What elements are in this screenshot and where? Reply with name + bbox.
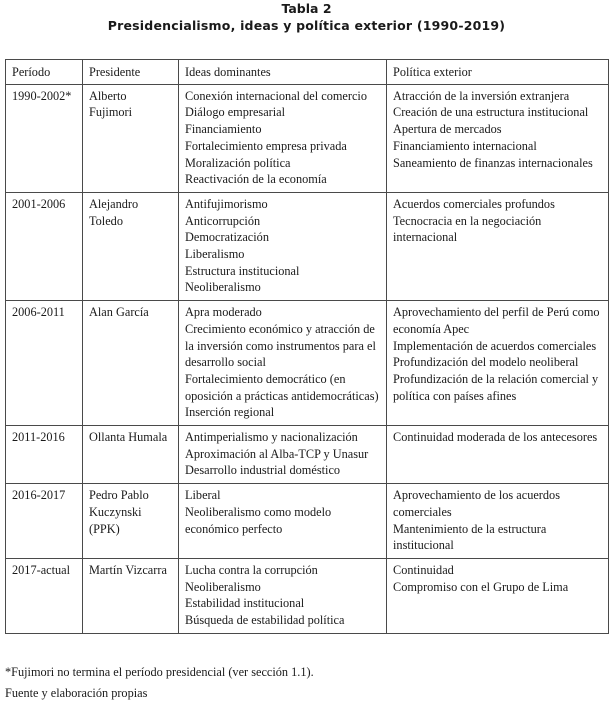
idea-item: Fortalecimiento empresa privada (185, 138, 347, 153)
table-label: Tabla 2 (281, 1, 332, 16)
ideas-cell (179, 84, 387, 192)
policy-item: Aprovechamiento del perfil de Perú como economía Apec (393, 305, 600, 336)
policy-item: Aprovechamiento de los acuerdos comerciales (393, 488, 560, 519)
policy-item: Profundización del modelo neoliberal (393, 355, 579, 370)
policy-item: Implementación de acuerdos comerciales (393, 338, 597, 353)
presidente-cell: Ollanta Humala (83, 426, 179, 484)
periodo-cell: 2011-2016 (6, 426, 83, 484)
table-row (6, 192, 609, 300)
idea-item: Lucha contra la corrupción (185, 562, 318, 577)
politica-cell (387, 558, 609, 633)
politica-cell (387, 301, 609, 426)
idea-item: Conexión internacional del comercio (185, 88, 367, 103)
table-row (6, 426, 609, 484)
policy-item: Continuidad moderada de los antecesores (393, 430, 598, 445)
header-politica: Política exterior (387, 60, 609, 85)
idea-item: Apra moderado (185, 305, 262, 320)
presidents-table (5, 59, 609, 634)
idea-item: Inserción regional (185, 405, 275, 420)
periodo-cell: 2017-actual (6, 558, 83, 633)
source-note: Fuente y elaboración propias (5, 686, 148, 700)
ideas-cell (179, 484, 387, 559)
idea-item: Neoliberalismo como modelo económico perfecto (185, 504, 332, 536)
presidente-cell: Martín Vizcarra (83, 558, 179, 633)
idea-item: Antifujimorismo (185, 196, 268, 211)
policy-item: Atracción de la inversión extranjera (393, 88, 570, 103)
idea-item: Liberal (185, 488, 221, 503)
table-body (6, 84, 609, 633)
presidente-cell: Pedro Pablo Kuczynski (PPK) (83, 484, 179, 559)
policy-item: Apertura de mercados (393, 122, 502, 137)
idea-item: Neoliberalismo (185, 280, 261, 295)
idea-item: Búsqueda de estabilidad política (185, 613, 345, 628)
idea-item: Fortalecimiento democrático (en oposición a prácticas antidemocráticas) (185, 371, 379, 403)
policy-item: Profundización de la relación comercial y política con países afines (393, 371, 599, 403)
footnote: *Fujimori no termina el período presidencial (ver sección 1.1). (5, 665, 314, 679)
header-presidente: Presidente (83, 60, 179, 85)
ideas-cell (179, 192, 387, 300)
policy-item: Compromiso con el Grupo de Lima (393, 579, 569, 594)
idea-item: Desarrollo industrial doméstico (185, 463, 341, 478)
idea-item: Estructura institucional (185, 263, 300, 278)
politica-cell (387, 426, 609, 484)
table-row (6, 558, 609, 633)
politica-cell (387, 84, 609, 192)
idea-item: Financiamiento (185, 122, 262, 137)
table-title: Presidencialismo, ideas y política exterior (1990-2019) (107, 18, 506, 33)
idea-item: Liberalismo (185, 247, 245, 262)
periodo-cell: 2006-2011 (6, 301, 83, 426)
header-periodo: Período (6, 60, 83, 85)
idea-item: Reactivación de la economía (185, 172, 327, 187)
ideas-cell (179, 558, 387, 633)
idea-item: Democratización (185, 230, 269, 245)
idea-item: Aproximación al Alba-TCP y Unasur (185, 446, 369, 461)
idea-item: Neoliberalismo (185, 579, 261, 594)
idea-item: Anticorrupción (185, 213, 261, 228)
politica-cell (387, 192, 609, 300)
header-ideas: Ideas dominantes (179, 60, 387, 85)
table-caption (0, 0, 613, 34)
idea-item: Antimperialismo y nacionalización (185, 430, 358, 445)
ideas-cell (179, 301, 387, 426)
periodo-cell: 2016-2017 (6, 484, 83, 559)
policy-item: Continuidad (393, 562, 454, 577)
idea-item: Estabilidad institucional (185, 596, 305, 611)
header-row (6, 60, 609, 85)
table-row (6, 84, 609, 192)
policy-item: Saneamiento de finanzas internacionales (393, 155, 593, 170)
policy-item: Creación de una estructura institucional (393, 105, 589, 120)
idea-item: Crecimiento económico y atracción de la inversión como instrumentos para el desarrollo social (185, 321, 376, 370)
idea-item: Moralización política (185, 155, 291, 170)
politica-cell (387, 484, 609, 559)
table-row (6, 301, 609, 426)
notes (5, 662, 314, 704)
periodo-cell: 2001-2006 (6, 192, 83, 300)
idea-item: Diálogo empresarial (185, 105, 286, 120)
policy-item: Financiamiento internacional (393, 138, 537, 153)
policy-item: Tecnocracia en la negociación internacional (393, 213, 542, 245)
presidente-cell: Alberto Fujimori (83, 84, 179, 192)
policy-item: Mantenimiento de la estructura institucional (393, 521, 547, 553)
ideas-cell (179, 426, 387, 484)
periodo-cell: 1990-2002* (6, 84, 83, 192)
presidente-cell: Alejandro Toledo (83, 192, 179, 300)
table-row (6, 484, 609, 559)
presidente-cell: Alan García (83, 301, 179, 426)
policy-item: Acuerdos comerciales profundos (393, 196, 555, 211)
